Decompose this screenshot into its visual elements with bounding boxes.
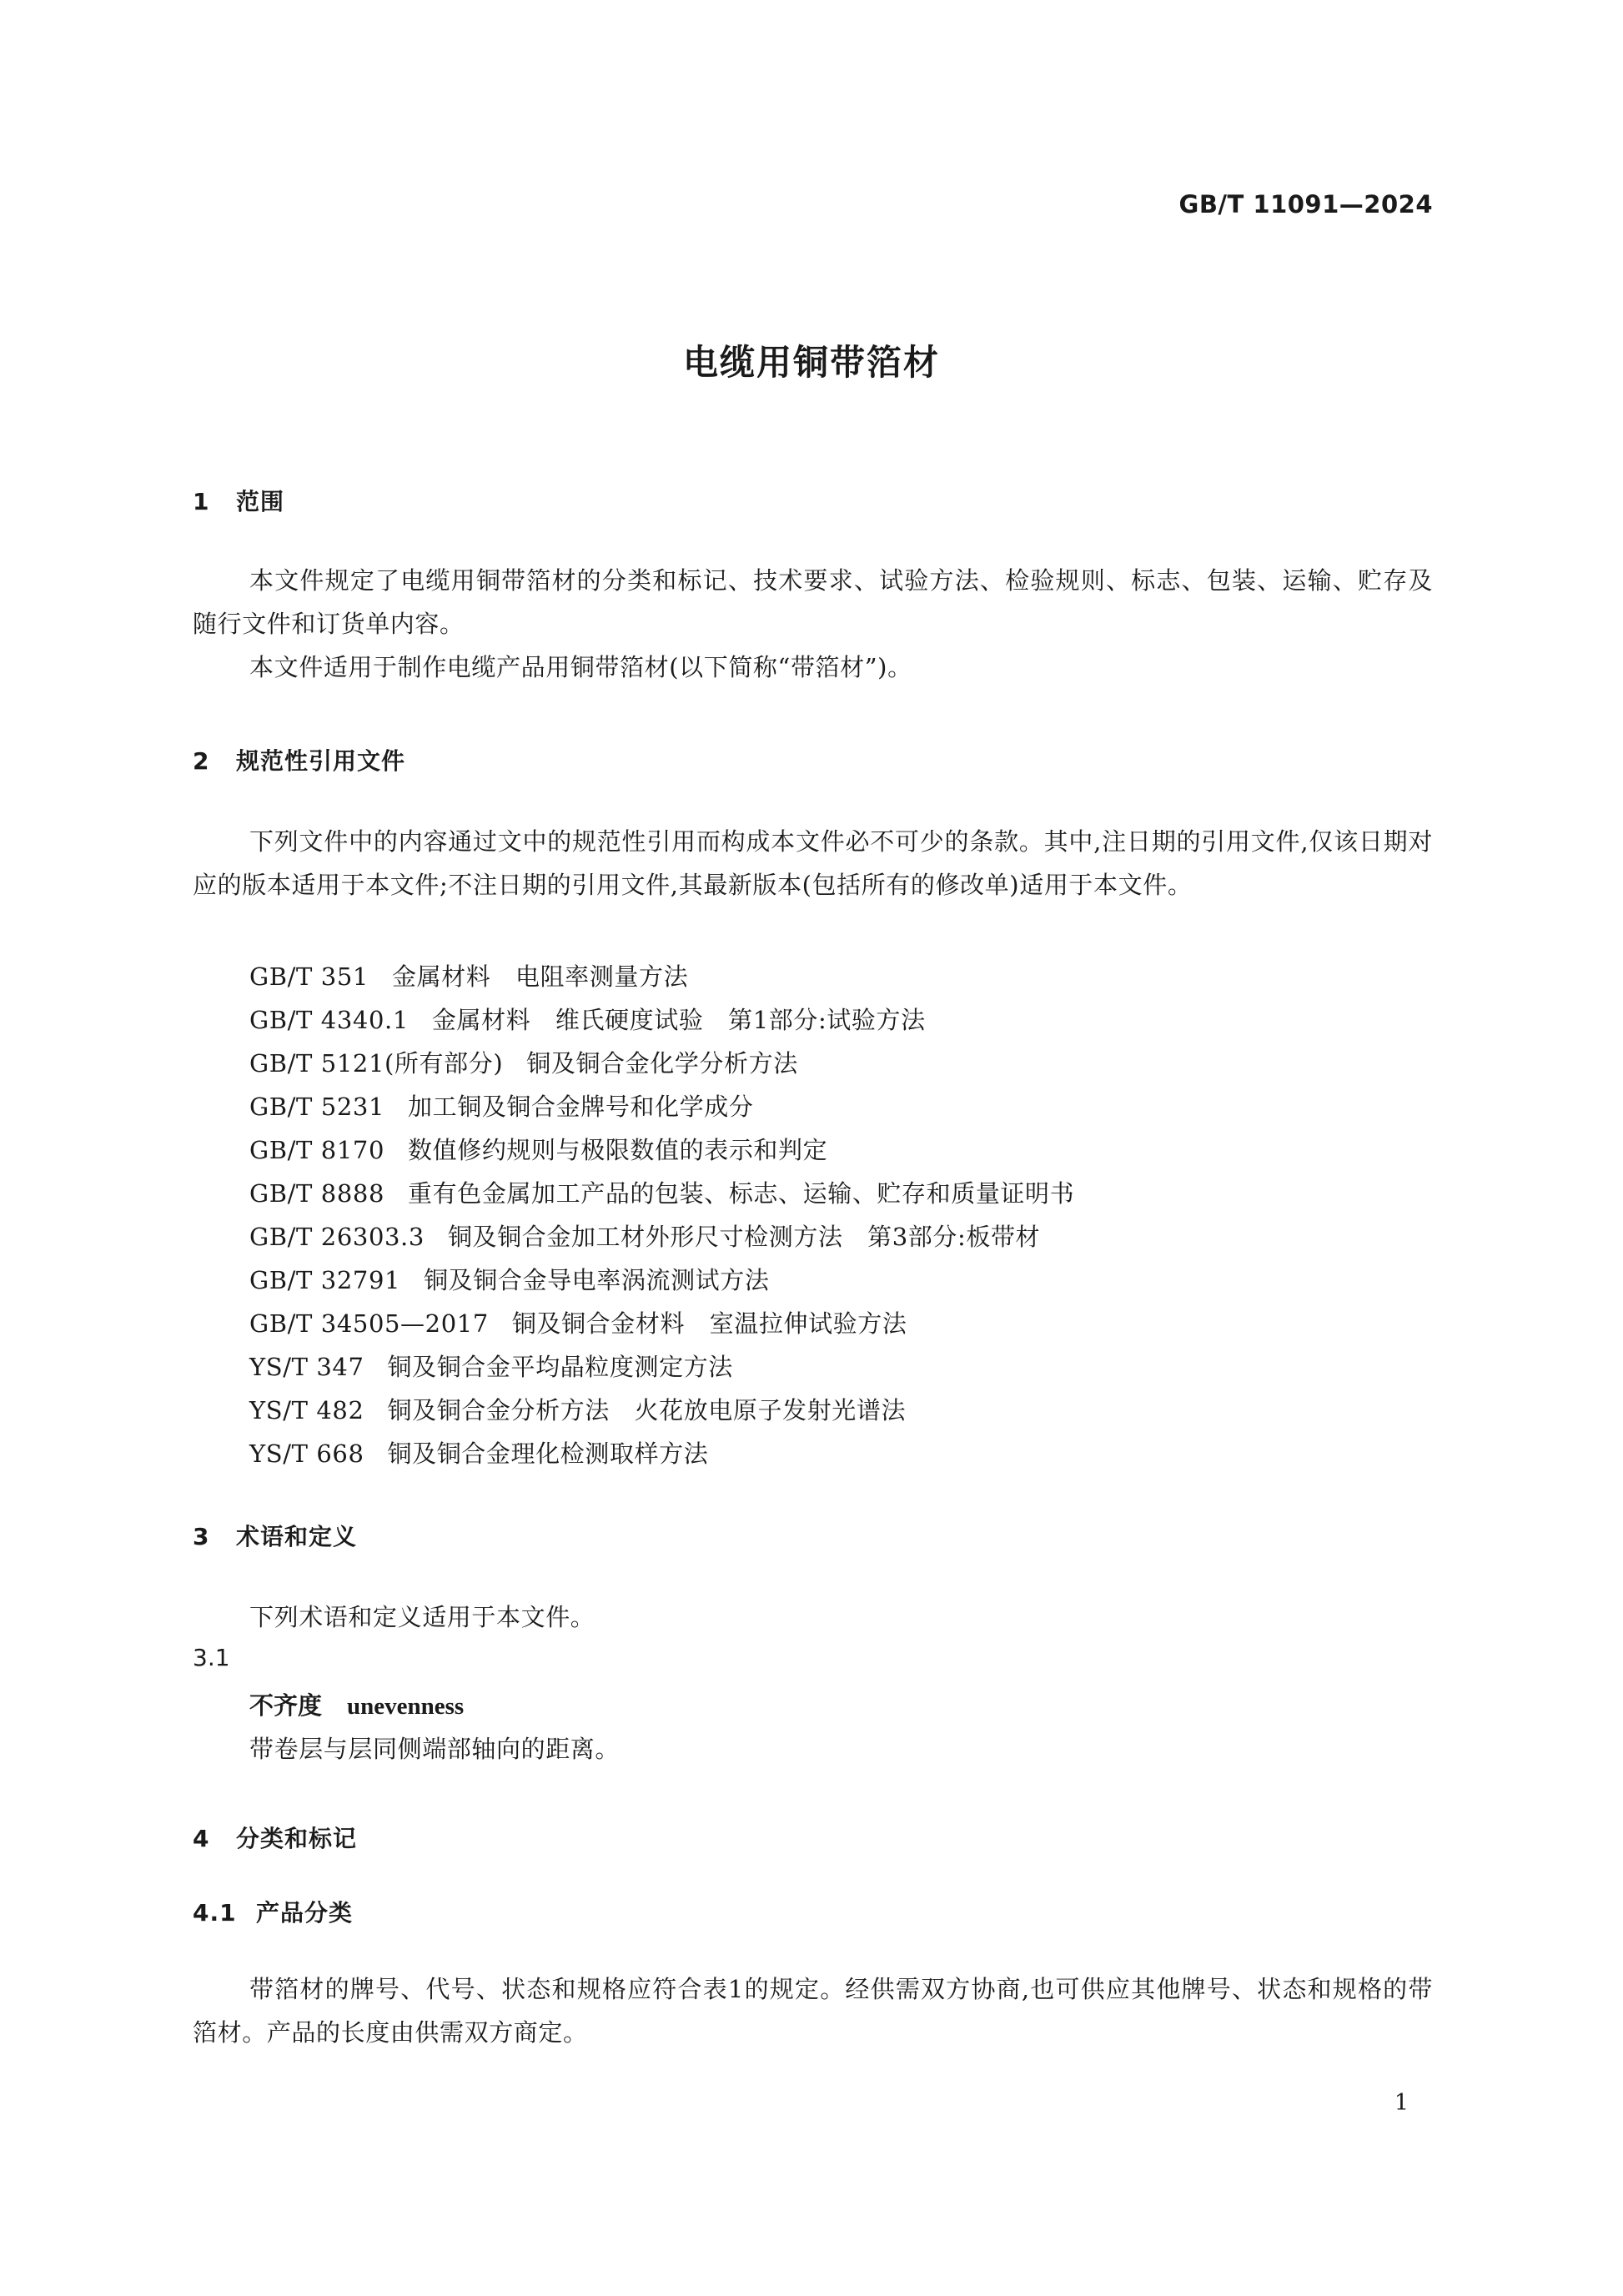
reference-title: 重有色金属加工产品的包装、标志、运输、贮存和质量证明书 [408,1179,1075,1208]
reference-title: 铜及铜合金化学分析方法 [526,1049,798,1078]
reference-title: 铜及铜合金加工材外形尺寸检测方法 第3部分:板带材 [447,1223,1041,1251]
reference-code: YS/T 668 [249,1439,364,1468]
reference-item [249,958,688,992]
reference-title: 铜及铜合金理化检测取样方法 [387,1439,709,1468]
scope-paragraph-1: 本文件规定了电缆用铜带箔材的分类和标记、技术要求、试验方法、检验规则、标志、包装、运输、贮存及随行文件和订货单内容。 [193,566,1433,638]
section-title: 分类和标记 [236,1825,358,1852]
reference-code: GB/T 8170 [249,1136,385,1164]
reference-item [249,1262,769,1296]
section-title: 范围 [236,488,285,515]
term-number: 3.1 [193,1644,230,1671]
reference-item [249,1045,798,1079]
section-4-heading [193,1821,357,1854]
term-english: unevenness [347,1693,465,1720]
term-heading [249,1687,464,1721]
reference-title: 铜及铜合金平均晶粒度测定方法 [387,1353,733,1381]
reference-title: 铜及铜合金材料 室温拉伸试验方法 [511,1309,907,1338]
references-intro: 下列文件中的内容通过文中的规范性引用而构成本文件必不可少的条款。其中,注日期的引用文件,仅该日期对应的版本适用于本文件;不注日期的引用文件,其最新版本(包括所有的修改单)适用于本文件。 [193,827,1433,899]
scope-paragraph-2: 本文件适用于制作电缆产品用铜带箔材(以下简称“带箔材”)。 [249,653,912,681]
terms-intro: 下列术语和定义适用于本文件。 [249,1603,595,1631]
reference-item [249,1132,827,1166]
section-number: 3 [193,1523,210,1550]
reference-item [249,1435,708,1470]
reference-item [249,1002,926,1036]
section-3-heading [193,1519,357,1552]
subsection-4-1-heading [193,1895,353,1928]
section-number: 2 [193,747,210,775]
reference-code: GB/T 32791 [249,1266,401,1294]
reference-title: 铜及铜合金分析方法 火花放电原子发射光谱法 [387,1396,907,1424]
document-title: 电缆用铜带箔材 [682,342,940,383]
reference-title: 金属材料 维氏硬度试验 第1部分:试验方法 [431,1006,926,1034]
reference-item [249,1175,1074,1209]
reference-code: YS/T 482 [249,1396,364,1424]
reference-item [249,1349,733,1383]
section-title: 术语和定义 [236,1523,358,1550]
reference-code: GB/T 26303.3 [249,1223,425,1251]
document-code: GB/T 11091—2024 [1178,190,1433,219]
reference-code: GB/T 4340.1 [249,1006,409,1034]
product-classification-paragraph: 带箔材的牌号、代号、状态和规格应符合表1的规定。经供需双方协商,也可供应其他牌号、状态和规格的带箔材。产品的长度由供需双方商定。 [193,1975,1433,2047]
section-2-heading [193,743,405,776]
reference-item [249,1088,753,1123]
subsection-title: 产品分类 [256,1899,354,1927]
term-chinese: 不齐度 [249,1691,323,1720]
page-number: 1 [1394,2090,1409,2116]
reference-title: 加工铜及铜合金牌号和化学成分 [408,1093,754,1121]
reference-code: GB/T 5121(所有部分) [249,1049,504,1078]
section-title: 规范性引用文件 [236,747,406,775]
reference-code: GB/T 34505—2017 [249,1309,489,1338]
section-1-heading [193,484,284,517]
reference-item [249,1392,906,1426]
reference-title: 金属材料 电阻率测量方法 [391,962,689,991]
reference-code: GB/T 8888 [249,1179,385,1208]
reference-code: GB/T 351 [249,962,369,991]
section-number: 4 [193,1825,210,1852]
reference-item [249,1218,1040,1253]
reference-title: 铜及铜合金导电率涡流测试方法 [424,1266,770,1294]
reference-item [249,1305,907,1339]
section-number: 1 [193,488,210,515]
term-definition: 带卷层与层同侧端部轴向的距离。 [249,1735,621,1763]
reference-title: 数值修约规则与极限数值的表示和判定 [408,1136,828,1164]
subsection-number: 4.1 [193,1899,237,1927]
reference-code: YS/T 347 [249,1353,364,1381]
reference-code: GB/T 5231 [249,1093,385,1121]
